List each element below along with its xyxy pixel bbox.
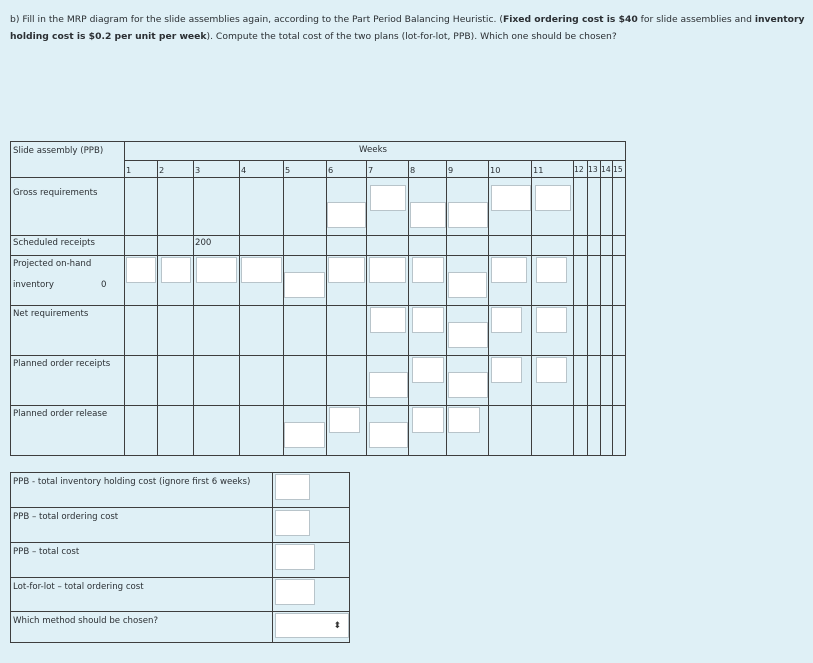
row-label-projected: Projected on-hand: [13, 259, 92, 269]
week-number: 2: [159, 165, 165, 175]
grid-line: [11, 542, 350, 543]
grid-line: [11, 177, 626, 178]
projected-input-week3[interactable]: [196, 257, 237, 283]
grid-line: [11, 577, 350, 578]
week-number: 11: [533, 165, 544, 175]
week-number: 15: [613, 165, 623, 174]
grid-line: [11, 355, 626, 356]
week-number: 13: [588, 165, 598, 174]
week-number: 5: [285, 165, 291, 175]
net-input-week9[interactable]: [448, 322, 488, 348]
row-label-planned-receipts: Planned order receipts: [13, 359, 111, 369]
grid-line: [531, 160, 532, 456]
projected-input-week4[interactable]: [241, 257, 282, 283]
gross-input-week6[interactable]: [327, 202, 366, 228]
grid-line: [11, 611, 350, 612]
weeks-label: Weeks: [359, 145, 388, 155]
total-cost-label: PPB – total cost: [13, 547, 80, 557]
grid-line: [239, 160, 240, 456]
projected-input-week10[interactable]: [491, 257, 527, 283]
grid-line: [11, 405, 626, 406]
row-label-projected-2: inventory: [13, 280, 54, 290]
grid-line: [600, 160, 601, 456]
receipt-input-week10[interactable]: [491, 357, 522, 383]
release-input-week5[interactable]: [284, 422, 325, 448]
gross-input-week10[interactable]: [491, 185, 531, 211]
question-text: b) Fill in the MRP diagram for the slide assemblies again, according to the Part Period Balancing Heuristic. (Fixed ordering cost is $40 for slide assemblies and inventory holding cost is $0.2 per unit per week). Compute the total cost of the two plans (lot-for-lot, PPB). Which one should be chosen?: [10, 14, 805, 42]
row-label-net: Net requirements: [13, 309, 89, 319]
receipt-input-week9[interactable]: [448, 372, 488, 398]
row-label-gross: Gross requirements: [13, 188, 98, 198]
net-input-week11[interactable]: [536, 307, 567, 333]
select-arrows-icon: ⬍: [333, 620, 341, 631]
receipt-input-week7[interactable]: [369, 372, 408, 398]
gross-input-week7[interactable]: [370, 185, 406, 211]
projected-input-week9[interactable]: [448, 272, 487, 298]
holding-cost-input[interactable]: [275, 474, 310, 500]
week-number: 9: [448, 165, 454, 175]
net-input-week10[interactable]: [491, 307, 522, 333]
grid-line: [366, 160, 367, 456]
week-number: 8: [410, 165, 416, 175]
projected-input-week6[interactable]: [328, 257, 365, 283]
grid-line: [11, 235, 626, 236]
row-label-planned-release: Planned order release: [13, 409, 108, 419]
grid-line: [283, 160, 284, 456]
grid-line: [587, 160, 588, 456]
projected-input-week7[interactable]: [369, 257, 406, 283]
gross-input-week8[interactable]: [410, 202, 446, 228]
projected-input-week8[interactable]: [412, 257, 444, 283]
release-input-week7[interactable]: [369, 422, 408, 448]
grid-line: [446, 160, 447, 456]
week-number: 3: [195, 165, 201, 175]
scheduled-receipt-value: 200: [195, 238, 212, 248]
gross-input-week9[interactable]: [448, 202, 488, 228]
total-cost-input[interactable]: [275, 544, 315, 570]
projected-input-week5[interactable]: [284, 272, 325, 298]
method-choice-label: Which method should be chosen?: [13, 616, 159, 626]
grid-line: [124, 160, 626, 161]
lfl-ordering-cost-input[interactable]: [275, 579, 315, 605]
week-number: 14: [601, 165, 611, 174]
grid-line: [11, 507, 350, 508]
week-number: 12: [574, 165, 584, 174]
grid-line: [193, 160, 194, 456]
week-number: 10: [490, 165, 501, 175]
grid-line: [408, 160, 409, 456]
release-input-week6[interactable]: [329, 407, 360, 433]
corner-label: Slide assembly (PPB): [13, 146, 104, 156]
grid-line: [11, 255, 626, 256]
grid-line: [11, 305, 626, 306]
method-select[interactable]: [275, 613, 349, 638]
gross-input-week11[interactable]: [535, 185, 571, 211]
grid-line: [157, 160, 158, 456]
grid-line: [272, 473, 273, 643]
ordering-cost-label: PPB – total ordering cost: [13, 512, 119, 522]
net-input-week7[interactable]: [370, 307, 406, 333]
row-label-scheduled: Scheduled receipts: [13, 238, 96, 248]
grid-line: [573, 160, 574, 456]
mrp-table: [10, 141, 626, 456]
lfl-ordering-cost-label: Lot-for-lot – total ordering cost: [13, 582, 144, 592]
week-number: 6: [328, 165, 334, 175]
release-input-week9[interactable]: [448, 407, 480, 433]
projected-input-week2[interactable]: [161, 257, 191, 283]
projected-input-week11[interactable]: [536, 257, 567, 283]
week-number: 7: [368, 165, 374, 175]
week-number: 4: [241, 165, 247, 175]
grid-line: [612, 160, 613, 456]
grid-line: [488, 160, 489, 456]
projected-input-week1[interactable]: [126, 257, 156, 283]
ordering-cost-input[interactable]: [275, 510, 310, 536]
receipt-input-week11[interactable]: [536, 357, 567, 383]
initial-inventory-value: 0: [101, 280, 107, 290]
receipt-input-week8[interactable]: [412, 357, 444, 383]
net-input-week8[interactable]: [412, 307, 444, 333]
week-number: 1: [126, 165, 132, 175]
release-input-week8[interactable]: [412, 407, 444, 433]
grid-line: [124, 142, 125, 456]
holding-cost-label: PPB - total inventory holding cost (ignore first 6 weeks): [13, 477, 251, 487]
